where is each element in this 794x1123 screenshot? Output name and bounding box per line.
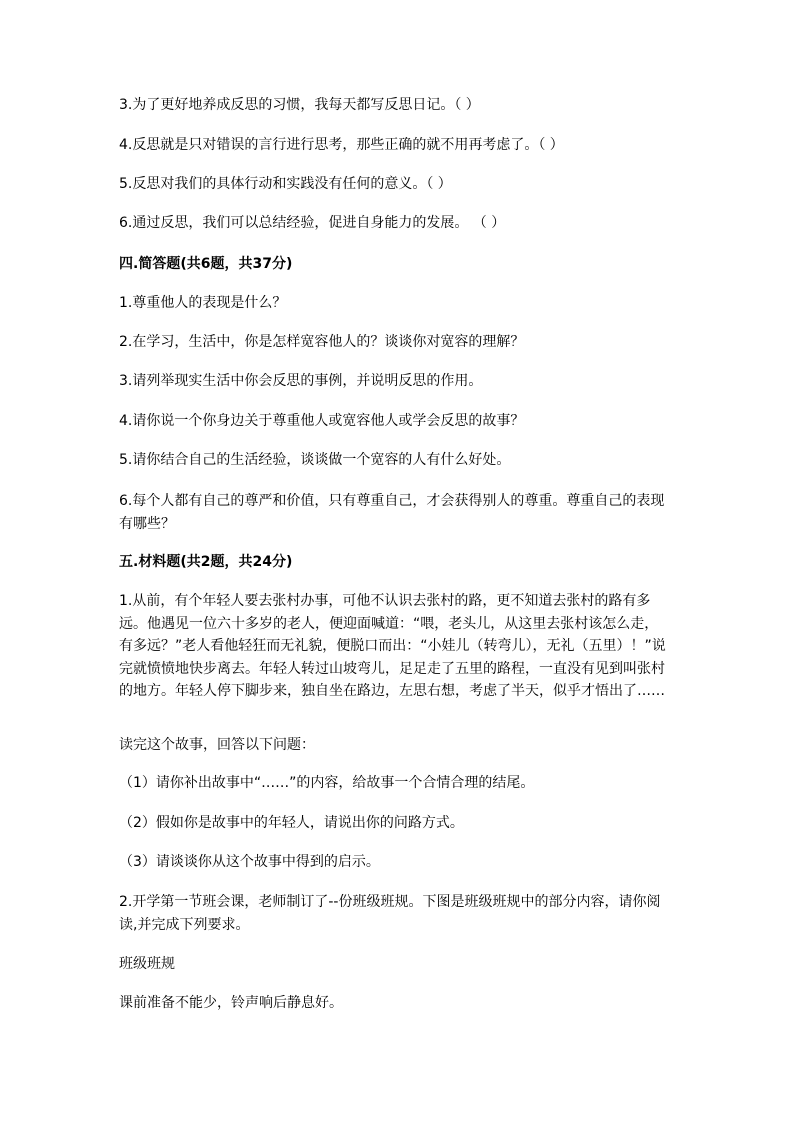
material-question-1-prompt: 读完这个故事，回答以下问题： (119, 737, 315, 753)
short-answer-question-3: 3.请列举现实生活中你会反思的事例，并说明反思的作用。 (119, 373, 483, 389)
judgement-item-5: 5.反思对我们的具体行动和实践没有任何的意义。（ ） (119, 176, 452, 192)
judgement-item-3: 3.为了更好地养成反思的习惯，我每天都写反思日记。（ ） (119, 97, 480, 113)
short-answer-question-4: 4.请你说一个你身边关于尊重他人或宽容他人或学会反思的故事？ (119, 413, 525, 429)
class-rule-item: 课前准备不能少，铃声响后静息好。 (119, 995, 343, 1011)
class-rules-title: 班级班规 (119, 956, 175, 972)
sub-question-1: （1）请你补出故事中“……”的内容，给故事一个合情合理的结尾。 (119, 775, 535, 791)
short-answer-question-6: 6.每个人都有自己的尊严和价值，只有尊重自己，才会获得别人的尊重。尊重自己的表现有哪些？ (119, 493, 665, 532)
short-answer-question-1: 1.尊重他人的表现是什么？ (119, 295, 287, 311)
sub-question-3: （3）请谈谈你从这个故事中得到的启示。 (119, 854, 380, 870)
material-question-2-text: 2.开学第一节班会课，老师制订了--份班级班规。下图是班级班规中的部分内容，请你阅读,并完成下列要求。 (119, 894, 661, 933)
section-5-heading: 五.材料题(共2题，共24分) (119, 554, 293, 570)
short-answer-question-2: 2.在学习，生活中，你是怎样宽容他人的？谈谈你对宽容的理解？ (119, 334, 525, 350)
material-question-1-text: 1.从前，有个年轻人要去张村办事，可他不认识去张村的路，更不知道去张村的路有多远。他遇见一位六十多岁的老人，便迎面喊道：“喂，老头儿，从这里去张村该怎么走，有多远？”老人看他轻狂而无礼貌，便脱口而出：“小娃儿（转弯儿），无礼（五里）！”说完就愤愤地快步离去。年轻人转过山坡弯儿，足足走了五里的路程，一直没有见到叫张村的地方。年轻人停下脚步来，独自坐在路边，左思右想，考虑了半天，似乎才悟出了…… (119, 593, 666, 699)
section-4-heading: 四.简答题(共6题，共37分) (119, 256, 293, 272)
judgement-item-4: 4.反思就是只对错误的言行进行思考，那些正确的就不用再考虑了。（ ） (119, 137, 564, 153)
judgement-item-6: 6.通过反思，我们可以总结经验，促进自身能力的发展。 （ ） (119, 215, 506, 231)
short-answer-question-5: 5.请你结合自己的生活经验，谈谈做一个宽容的人有什么好处。 (119, 452, 511, 468)
sub-question-2: （2）假如你是故事中的年轻人，请说出你的问路方式。 (119, 815, 464, 831)
